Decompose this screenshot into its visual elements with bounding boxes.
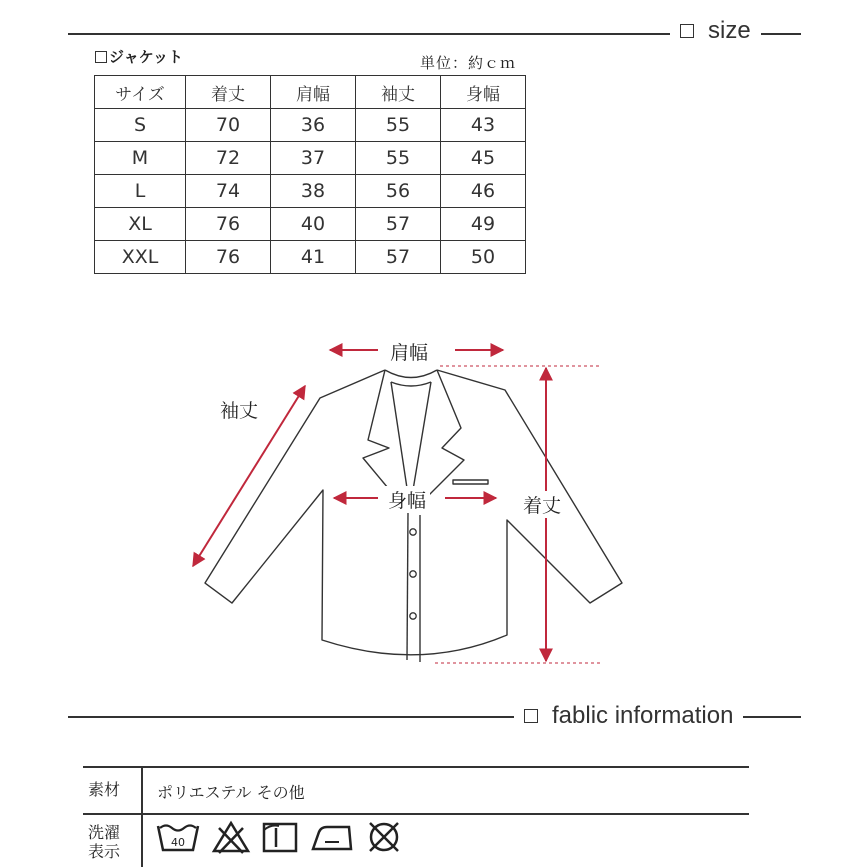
table-cell: 45 <box>441 142 526 175</box>
material-value: ポリエステル その他 <box>157 783 305 802</box>
table-cell: 55 <box>356 109 441 142</box>
table-cell: 76 <box>186 208 271 241</box>
sleeve-label: 袖丈 <box>216 396 262 423</box>
fabric-section-title <box>514 702 743 730</box>
iron-low-icon <box>309 820 355 854</box>
table-cell: 40 <box>271 208 356 241</box>
line-dry-icon <box>261 820 299 854</box>
table-cell: 72 <box>186 142 271 175</box>
table-cell: 70 <box>186 109 271 142</box>
unit-label: 単位：約ｃｍ <box>420 54 517 72</box>
table-cell: 76 <box>186 241 271 274</box>
table-cell: 49 <box>441 208 526 241</box>
header-length: 着丈 <box>186 76 271 109</box>
wash-temp: 40 <box>171 836 185 849</box>
material-label: 素材 <box>88 780 121 799</box>
wash-40-icon <box>155 820 201 854</box>
no-dry-clean-icon <box>365 820 403 854</box>
fabric-section-title-text: fablic information <box>552 702 734 729</box>
length-label: 着丈 <box>519 491 565 518</box>
header-sleeve: 袖丈 <box>356 76 441 109</box>
jacket-buttons <box>410 529 416 619</box>
table-cell: XL <box>95 208 186 241</box>
table-cell: L <box>95 175 186 208</box>
fabric-table-mid-line <box>83 813 749 815</box>
table-cell: 37 <box>271 142 356 175</box>
care-label-line2: 表示 <box>88 842 121 861</box>
care-label-line1: 洗濯 <box>88 823 121 842</box>
table-cell: S <box>95 109 186 142</box>
table-cell: 43 <box>441 109 526 142</box>
fabric-table-divider <box>141 767 143 867</box>
header-size: サイズ <box>95 76 186 109</box>
table-cell: XXL <box>95 241 186 274</box>
fabric-table-top-line <box>83 766 749 768</box>
table-cell: 56 <box>356 175 441 208</box>
table-cell: 36 <box>271 109 356 142</box>
table-cell: 57 <box>356 208 441 241</box>
table-title-text: ジャケット <box>109 48 183 66</box>
table-cell: 46 <box>441 175 526 208</box>
care-icons <box>155 820 403 854</box>
table-cell: 50 <box>441 241 526 274</box>
header-chest: 身幅 <box>441 76 526 109</box>
table-cell: M <box>95 142 186 175</box>
size-section-title-text: size <box>708 17 751 44</box>
table-cell: 57 <box>356 241 441 274</box>
fabric-section-divider-tail <box>765 716 801 718</box>
table-cell: 41 <box>271 241 356 274</box>
header-shoulder: 肩幅 <box>271 76 356 109</box>
shoulder-label: 肩幅 <box>386 338 432 365</box>
table-cell: 74 <box>186 175 271 208</box>
chest-label: 身幅 <box>384 486 430 513</box>
table-cell: 55 <box>356 142 441 175</box>
checkbox-square-icon <box>524 709 538 723</box>
no-bleach-icon <box>211 820 251 854</box>
table-cell: 38 <box>271 175 356 208</box>
